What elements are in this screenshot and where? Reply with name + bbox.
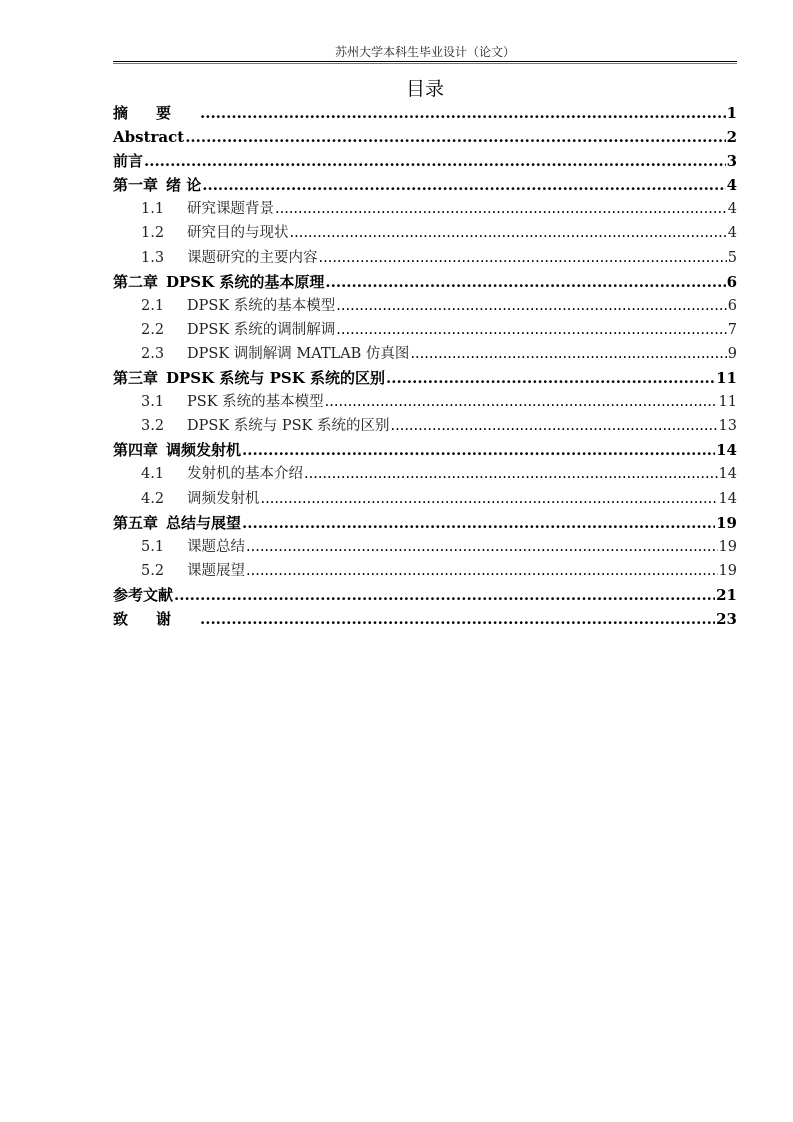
toc-entry-number: 第四章 [113, 441, 159, 460]
toc-entry-1[interactable] [113, 101, 737, 125]
toc-entry-18[interactable] [113, 511, 737, 535]
toc-entry-title: 调频发射机 [166, 441, 242, 460]
toc-dot-leader [202, 173, 725, 197]
toc-entry-page: 19 [718, 562, 737, 579]
toc-dot-leader [185, 125, 725, 149]
toc-entry-16[interactable] [113, 462, 737, 486]
toc-entry-page: 14 [718, 466, 737, 483]
toc-entry-14[interactable] [113, 414, 737, 438]
toc-entry-title: 课题展望 [187, 562, 245, 579]
toc-dot-leader [242, 438, 715, 462]
toc-entry-title: DPSK 系统的基本原理 [166, 272, 325, 291]
toc-entry-page: 23 [716, 609, 737, 628]
table-of-contents [113, 101, 737, 631]
toc-entry-number: 1.1 [141, 201, 165, 218]
toc-entry-number: 第三章 [113, 369, 159, 388]
toc-dot-leader [325, 270, 725, 294]
toc-dot-leader [336, 294, 727, 318]
header-rule-thin [113, 63, 737, 64]
toc-entry-number: 2.3 [141, 345, 165, 362]
toc-entry-21[interactable] [113, 583, 737, 607]
toc-entry-page: 14 [716, 441, 737, 460]
toc-entry-title: 课题研究的主要内容 [187, 249, 318, 266]
toc-entry-17[interactable] [113, 487, 737, 511]
toc-entry-page: 4 [726, 176, 737, 195]
toc-entry-title: 参考文献 [113, 585, 174, 604]
toc-dot-leader [410, 342, 726, 366]
toc-entry-page: 4 [727, 225, 737, 242]
toc-entry-title: DPSK 系统与 PSK 系统的区别 [166, 369, 385, 388]
toc-entry-12[interactable] [113, 366, 737, 390]
toc-entry-10[interactable] [113, 318, 737, 342]
toc-entry-page: 11 [716, 369, 737, 388]
toc-entry-title: 发射机的基本介绍 [187, 466, 303, 483]
toc-entry-6[interactable] [113, 221, 737, 245]
toc-dot-leader [261, 487, 718, 511]
toc-dot-leader [336, 318, 727, 342]
header-rule [113, 61, 737, 62]
toc-entry-number: 5.2 [141, 562, 165, 579]
toc-entry-number: 4.2 [141, 490, 165, 507]
toc-title: 目录 [405, 78, 444, 100]
toc-entry-number: 4.1 [141, 466, 165, 483]
toc-dot-leader [200, 607, 715, 631]
toc-dot-leader [325, 390, 718, 414]
toc-entry-22[interactable] [113, 607, 737, 631]
toc-entry-page: 4 [727, 201, 737, 218]
toc-dot-leader [246, 535, 718, 559]
toc-dot-leader [391, 414, 718, 438]
toc-dot-leader [319, 246, 727, 270]
toc-entry-9[interactable] [113, 294, 737, 318]
toc-entry-title: 摘要 [113, 104, 200, 122]
toc-entry-number: 2.2 [141, 321, 165, 338]
toc-entry-number: 第一章 [113, 176, 159, 195]
toc-entry-title: 前言 [113, 152, 144, 171]
toc-entry-title: 研究目的与现状 [187, 225, 289, 242]
toc-entry-page: 14 [718, 490, 737, 507]
toc-dot-leader [174, 583, 715, 607]
toc-entry-title: 总结与展望 [166, 513, 242, 532]
toc-entry-15[interactable] [113, 438, 737, 462]
toc-entry-title: DPSK 系统的基本模型 [187, 297, 336, 314]
running-header: 苏州大学本科生毕业设计（论文） [334, 45, 515, 59]
toc-dot-leader [144, 149, 726, 173]
toc-entry-page: 7 [727, 321, 737, 338]
toc-entry-title: 研究课题背景 [187, 201, 274, 218]
toc-entry-number: 2.1 [141, 297, 165, 314]
toc-entry-number: 3.1 [141, 394, 165, 411]
toc-entry-title: DPSK 调制解调 MATLAB 仿真图 [187, 345, 410, 362]
toc-entry-7[interactable] [113, 246, 737, 270]
toc-entry-title: DPSK 系统与 PSK 系统的区别 [187, 418, 390, 435]
toc-entry-page: 5 [727, 249, 737, 266]
toc-entry-2[interactable] [113, 125, 737, 149]
toc-dot-leader [242, 511, 715, 535]
toc-entry-page: 3 [726, 152, 737, 171]
toc-entry-title: PSK 系统的基本模型 [187, 394, 324, 411]
toc-entry-20[interactable] [113, 559, 737, 583]
toc-entry-4[interactable] [113, 173, 737, 197]
toc-entry-number: 第五章 [113, 513, 159, 532]
toc-entry-number: 3.2 [141, 418, 165, 435]
toc-entry-page: 21 [716, 585, 737, 604]
toc-entry-19[interactable] [113, 535, 737, 559]
toc-entry-3[interactable] [113, 149, 737, 173]
toc-entry-number: 5.1 [141, 538, 165, 555]
toc-dot-leader [200, 101, 726, 125]
toc-dot-leader [290, 221, 727, 245]
toc-entry-5[interactable] [113, 197, 737, 221]
toc-entry-page: 6 [727, 297, 737, 314]
toc-entry-page: 1 [726, 104, 737, 122]
toc-entry-title: 调频发射机 [187, 490, 260, 507]
toc-entry-title: DPSK 系统的调制解调 [187, 321, 336, 338]
toc-entry-number: 1.2 [141, 225, 165, 242]
toc-entry-page: 2 [726, 128, 737, 147]
toc-entry-page: 13 [718, 418, 737, 435]
toc-entry-title: 致谢 [113, 609, 200, 628]
toc-entry-title: 绪 论 [166, 176, 202, 195]
toc-entry-title: Abstract [113, 128, 185, 147]
toc-dot-leader [246, 559, 718, 583]
toc-entry-page: 11 [718, 394, 737, 411]
toc-dot-leader [386, 366, 715, 390]
toc-entry-11[interactable] [113, 342, 737, 366]
toc-entry-title: 课题总结 [187, 538, 245, 555]
toc-entry-number: 1.3 [141, 249, 165, 266]
toc-entry-page: 19 [718, 538, 737, 555]
toc-entry-page: 9 [727, 345, 737, 362]
toc-dot-leader [304, 462, 718, 486]
toc-entry-8[interactable] [113, 270, 737, 294]
toc-entry-number: 第二章 [113, 272, 159, 291]
toc-dot-leader [275, 197, 727, 221]
toc-entry-page: 19 [716, 513, 737, 532]
toc-entry-page: 6 [726, 272, 737, 291]
toc-entry-13[interactable] [113, 390, 737, 414]
